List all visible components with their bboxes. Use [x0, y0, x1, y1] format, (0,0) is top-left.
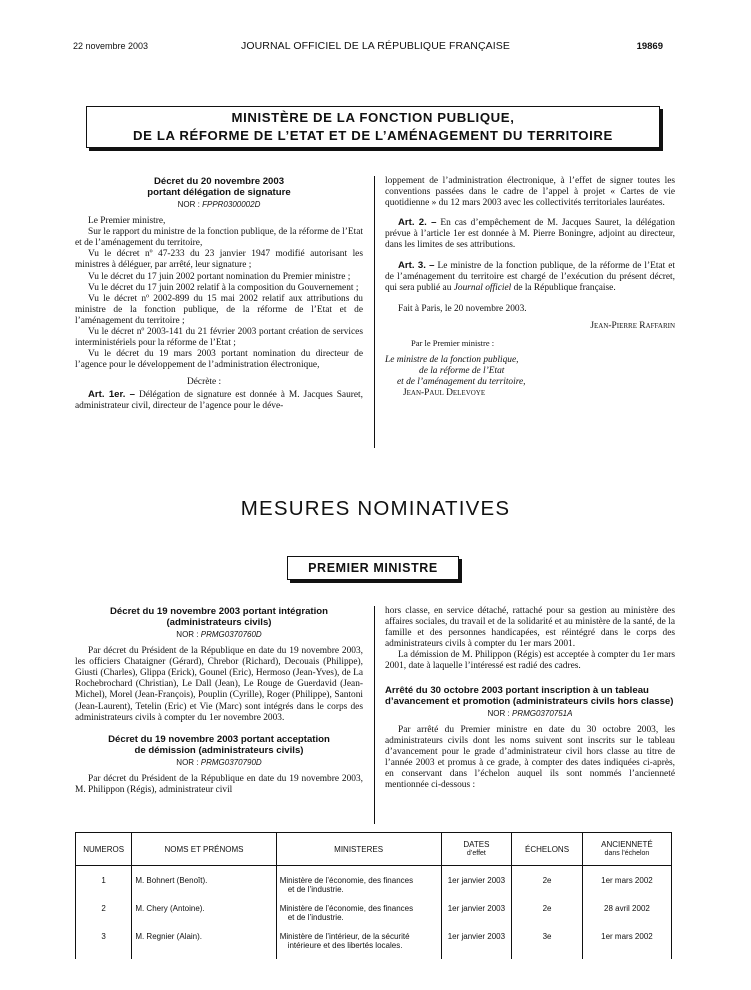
- decret1-article3: Art. 3. – Le ministre de la fonction publique, de la réforme de l’Etat et de l’aménagement du territoire est chargé de l’exécution du présent décret, qui sera publié au Journal officiel de la République française.: [385, 259, 675, 293]
- th-echelons: ÉCHELONS: [512, 833, 583, 866]
- cell-date: 1er janvier 2003: [441, 931, 512, 959]
- cell-echelon: 2e: [512, 903, 583, 931]
- decret2-title-line2: (administrateurs civils): [166, 617, 272, 628]
- decret3-text2: La démission de M. Philippon (Régis) est acceptée à compter du 1er mars 2001, date à laquelle l’intéressé est radié des cadres.: [385, 650, 675, 672]
- decret1-minister-name: Jean-Paul Delevoye: [403, 388, 486, 399]
- decret1-para: Vu le décret du 17 juin 2002 portant nomination du Premier ministre ;: [88, 271, 351, 282]
- cell-date: 1er janvier 2003: [441, 866, 512, 904]
- decret3-nor: NOR : PRMG0370790D: [176, 757, 262, 767]
- cell-nom: M. Regnier (Alain).: [132, 931, 276, 959]
- decret1-para: Vu le décret du 19 mars 2003 portant nomination du directeur de l’agence pour le développement de l’administration électronique,: [75, 349, 363, 371]
- cell-date: 1er janvier 2003: [441, 903, 512, 931]
- cell-num: 3: [76, 931, 132, 959]
- ministry-heading-line1: MINISTÈRE DE LA FONCTION PUBLIQUE,: [231, 110, 515, 125]
- cell-ministere: Ministère de l’économie, des finances et de l’industrie.: [276, 903, 441, 931]
- mesures-nominatives-heading: MESURES NOMINATIVES: [240, 497, 511, 520]
- cell-ministere: Ministère de l’économie, des finances et de l’industrie.: [276, 866, 441, 904]
- th-noms: NOMS ET PRÉNOMS: [132, 833, 276, 866]
- th-anciennete: ANCIENNETÉ dans l’échelon: [582, 833, 671, 866]
- decret3-title-line2: de démission (administrateurs civils): [134, 744, 304, 756]
- decret1-continuation: loppement de l’administration électronique, à l’effet de signer toutes les conventions passées dans le cadre de l’appel à projet « Cartes de vie quotidienne » du 12 mars 2003 avec les collectivités territoriales lauréates.: [385, 176, 675, 209]
- header-journal-title: JOURNAL OFFICIEL DE LA RÉPUBLIQUE FRANÇAISE: [241, 40, 510, 52]
- decret1-minister-title-line1: Le ministre de la fonction publique,: [385, 355, 519, 366]
- arrete-text: Par arrêté du Premier ministre en date du 30 octobre 2003, les administrateurs civils dont les noms suivent sont inscrits sur le tableau d’avancement pour le grade d’administrateur civil hors classe au titre de l’année 2003 et promus à ce grade, à compter des dates indiquées ci-après, en conservant dans l’échelon auquel ils sont nommés l’ancienneté mentionnée ci-dessous :: [385, 724, 675, 791]
- decret1-minister-title-line2: de la réforme de l’Etat: [419, 366, 505, 377]
- ministry-heading-line2: DE LA RÉFORME DE L’ETAT ET DE L’AMÉNAGEMENT DU TERRITOIRE: [133, 128, 613, 143]
- decret1-nor: NOR : FPPR0300002D: [177, 200, 261, 209]
- decret1-para: Vu le décret nº 2003-141 du 21 février 2003 portant création de services interministériels pour la réforme de l’Etat ;: [75, 327, 363, 349]
- cell-nom: M. Chery (Antoine).: [132, 903, 276, 931]
- decret1-para: Vu le décret du 17 juin 2002 relatif à la composition du Gouvernement ;: [88, 282, 359, 293]
- lower-column1: [75, 606, 363, 796]
- decret1-column1: [75, 176, 363, 412]
- cell-num: 1: [76, 866, 132, 904]
- decret1-par: Par le Premier ministre :: [411, 338, 495, 349]
- cell-nom: M. Bohnert (Benoît).: [132, 866, 276, 904]
- cell-echelon: 2e: [512, 866, 583, 904]
- decret1-column2: [385, 176, 675, 400]
- cell-echelon: 3e: [512, 931, 583, 959]
- decret1-article1: Art. 1er. – Délégation de signature est donnée à M. Jacques Sauret, administrateur civil, directeur de l’agence pour le déve-: [75, 388, 363, 411]
- header-page-number: 19869: [636, 41, 663, 52]
- table-header-row: [76, 833, 672, 866]
- decret1-minister-title-line3: et de l’aménagement du territoire,: [397, 377, 526, 388]
- decret1-article2: Art. 2. – En cas d’empêchement de M. Jacques Sauret, la délégation prévue à l’article 1er est donnée à M. Pierre Boningre, adjoint au directeur, dans les limites de ses attributions.: [385, 217, 675, 251]
- decret3-title-line1: Décret du 19 novembre 2003 portant acceptation: [108, 733, 330, 745]
- cell-num: 2: [76, 903, 132, 931]
- th-numeros: NUMEROS: [76, 833, 132, 866]
- decret2-title-line1: Décret du 19 novembre 2003 portant intégration: [109, 606, 329, 617]
- decret1-title-line2: portant délégation de signature: [147, 187, 291, 198]
- lower-column2: [385, 606, 675, 791]
- decret1-para: Vu le décret nº 2002-899 du 15 mai 2002 relatif aux attributions du ministre de la fonction publique, de la réforme de l’Etat et de l’aménagement du territoire ;: [75, 293, 363, 326]
- decret1-para: Le Premier ministre,: [88, 216, 166, 227]
- cell-anciennete: 1er mars 2002: [582, 866, 671, 904]
- decret2-nor: NOR : PRMG0370760D: [176, 630, 262, 639]
- decret1-para: Vu le décret nº 47-233 du 23 janvier 1947 modifié autorisant les ministres à déléguer, par arrêté, leur signature ;: [75, 249, 363, 271]
- arrete-title: Arrêté du 30 octobre 2003 portant inscription à un tableau d’avancement et promotion (administrateurs civils hors classe): [385, 684, 674, 707]
- th-dates: DATES d’effet: [441, 833, 512, 866]
- decret3-continuation: hors classe, en service détaché, rattaché pour sa gestion au ministère des affaires sociales, du travail et de la solidarité et au ministère de la santé, de la famille et des personnes handicapées, est réintégré dans le corps des administrateurs civils à compter du 1er mars 2001.: [385, 606, 675, 650]
- promotion-table: [75, 832, 672, 959]
- table-row: [76, 903, 672, 931]
- column-divider: [374, 176, 375, 448]
- table-row: [76, 866, 672, 904]
- cell-anciennete: 1er mars 2002: [582, 931, 671, 959]
- decret3-text: Par décret du Président de la République en date du 19 novembre 2003, M. Philippon (Régis), administrateur civil: [75, 773, 363, 795]
- table-row: [76, 931, 672, 959]
- ministry-heading-box: [86, 106, 660, 148]
- arrete-nor: NOR : PRMG0370751A: [487, 708, 573, 718]
- premier-ministre-box: [287, 556, 459, 580]
- decret1-para: Sur le rapport du ministre de la fonction publique, de la réforme de l’Etat et de l’aménagement du territoire,: [75, 227, 363, 249]
- cell-ministere: Ministère de l’intérieur, de la sécurité intérieure et des libertés locales.: [276, 931, 441, 959]
- header-date: 22 novembre 2003: [73, 41, 149, 51]
- premier-ministre-heading: PREMIER MINISTRE: [308, 561, 438, 575]
- decret1-title-line1: Décret du 20 novembre 2003: [153, 176, 285, 187]
- decret1-signer: Jean-Pierre Raffarin: [590, 320, 675, 331]
- th-ministeres: MINISTERES: [276, 833, 441, 866]
- decret1-decrete: Décrète :: [187, 377, 222, 388]
- column-divider: [374, 606, 375, 824]
- cell-anciennete: 28 avril 2002: [582, 903, 671, 931]
- decret2-text: Par décret du Président de la République en date du 19 novembre 2003, les officiers Chataigner (Gérard), Chrebor (Richard), Decouais (Philippe), Giusti (Charles), Glippa (Erick), Gounel (Eric), Hermoso (Jean-Yves), de La Rochebrochard (Christian), Le Dall (Jean), Le Rouge de Guerdavid (Jean-Michel), Morel (Jean-François), Pouplin (Cyrille), Roger (Philippe), Santoni (Jean-Laurent), Tetelin (Eric) et Vie (Marc) sont intégrés dans le corps des administrateurs civils à compter du 1er novembre 2003.: [75, 646, 363, 723]
- decret1-fait: Fait à Paris, le 20 novembre 2003.: [398, 303, 527, 314]
